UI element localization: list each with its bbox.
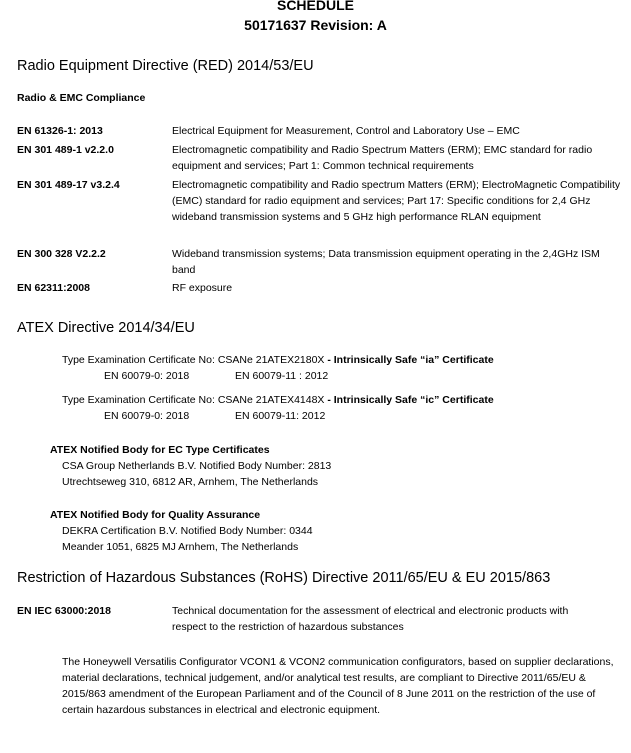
standard-code: EN 300 328 V2.2.2: [17, 248, 106, 260]
certificate-standard: EN 60079-11: 2012: [235, 410, 326, 422]
certificate-standard: EN 60079-0: 2018: [104, 410, 190, 422]
red-subheading: Radio & EMC Compliance: [17, 92, 146, 104]
standard-description: RF exposure: [172, 282, 233, 294]
red-heading: Radio Equipment Directive (RED) 2014/53/EU: [17, 58, 314, 74]
qa-notified-body-address: Meander 1051, 6825 MJ Arnhem, The Netherlands: [62, 541, 299, 553]
certificate-standard: EN 60079-11 : 2012: [235, 370, 329, 382]
certificate-number: Type Examination Certificate No: CSANe 21ATEX2180X: [62, 354, 325, 366]
qa-notified-body-name: DEKRA Certification B.V. Notified Body Number: 0344: [62, 525, 313, 537]
standard-code: EN 301 489-1 v2.2.0: [17, 144, 114, 156]
standard-description: Electromagnetic compatibility and Radio Spectrum Matters (ERM); EMC standard for radio equipment and services; Part 1: Common technical requirements: [172, 144, 593, 172]
standard-description: Electrical Equipment for Measurement, Control and Laboratory Use – EMC: [172, 125, 520, 137]
standard-code: EN 62311:2008: [17, 282, 90, 294]
ec-notified-body-name: CSA Group Netherlands B.V. Notified Body Number: 2813: [62, 460, 332, 472]
certificate-standard: EN 60079-0: 2018: [104, 370, 190, 382]
standard-description: Wideband transmission systems; Data transmission equipment operating in the 2,4GHz ISM band: [172, 248, 600, 276]
certificate-number: Type Examination Certificate No: CSANe 21ATEX4148X: [62, 394, 325, 406]
rohs-compliance-statement: The Honeywell Versatilis Configurator VCON1 & VCON2 communication configurators, based on supplier declarations, material declarations, technical judgement, and/or analytical test results, are compliant to Directive 2011/65/EU & 2015/863 amendment of the European Parliament and of the Council of 8 June 2011 on the restriction of the use of certain hazardous substances in electrical and electronic equipment.: [62, 656, 614, 716]
standard-description: Electromagnetic compatibility and Radio spectrum Matters (ERM); ElectroMagnetic Compatibility (EMC) standard for radio equipment and services; Part 17: Specific conditions for 2,4 GHz wideband transmission systems and 5 GHz high performance RLAN equipment: [172, 179, 621, 223]
standard-code: EN 301 489-17 v3.2.4: [17, 179, 120, 191]
ec-notified-body-title: ATEX Notified Body for EC Type Certificates: [50, 444, 270, 456]
certificate-line: [62, 352, 494, 368]
atex-heading: ATEX Directive 2014/34/EU: [17, 320, 195, 336]
standard-description: Technical documentation for the assessment of electrical and electronic products with respect to the restriction of hazardous substances: [172, 605, 569, 633]
qa-notified-body-title: ATEX Notified Body for Quality Assurance: [50, 509, 261, 521]
standard-code: EN IEC 63000:2018: [17, 605, 111, 617]
certificate-type: - Intrinsically Safe “ic” Certificate: [324, 394, 494, 406]
document-reference: 50171637 Revision: A: [244, 17, 387, 33]
schedule-title: SCHEDULE: [276, 0, 354, 13]
certificate-type: - Intrinsically Safe “ia” Certificate: [324, 354, 494, 366]
rohs-heading: Restriction of Hazardous Substances (RoHS) Directive 2011/65/EU & EU 2015/863: [17, 570, 551, 586]
certificate-line: [62, 392, 494, 408]
standard-code: EN 61326-1: 2013: [17, 125, 103, 137]
ec-notified-body-address: Utrechtseweg 310, 6812 AR, Arnhem, The Netherlands: [62, 476, 319, 488]
